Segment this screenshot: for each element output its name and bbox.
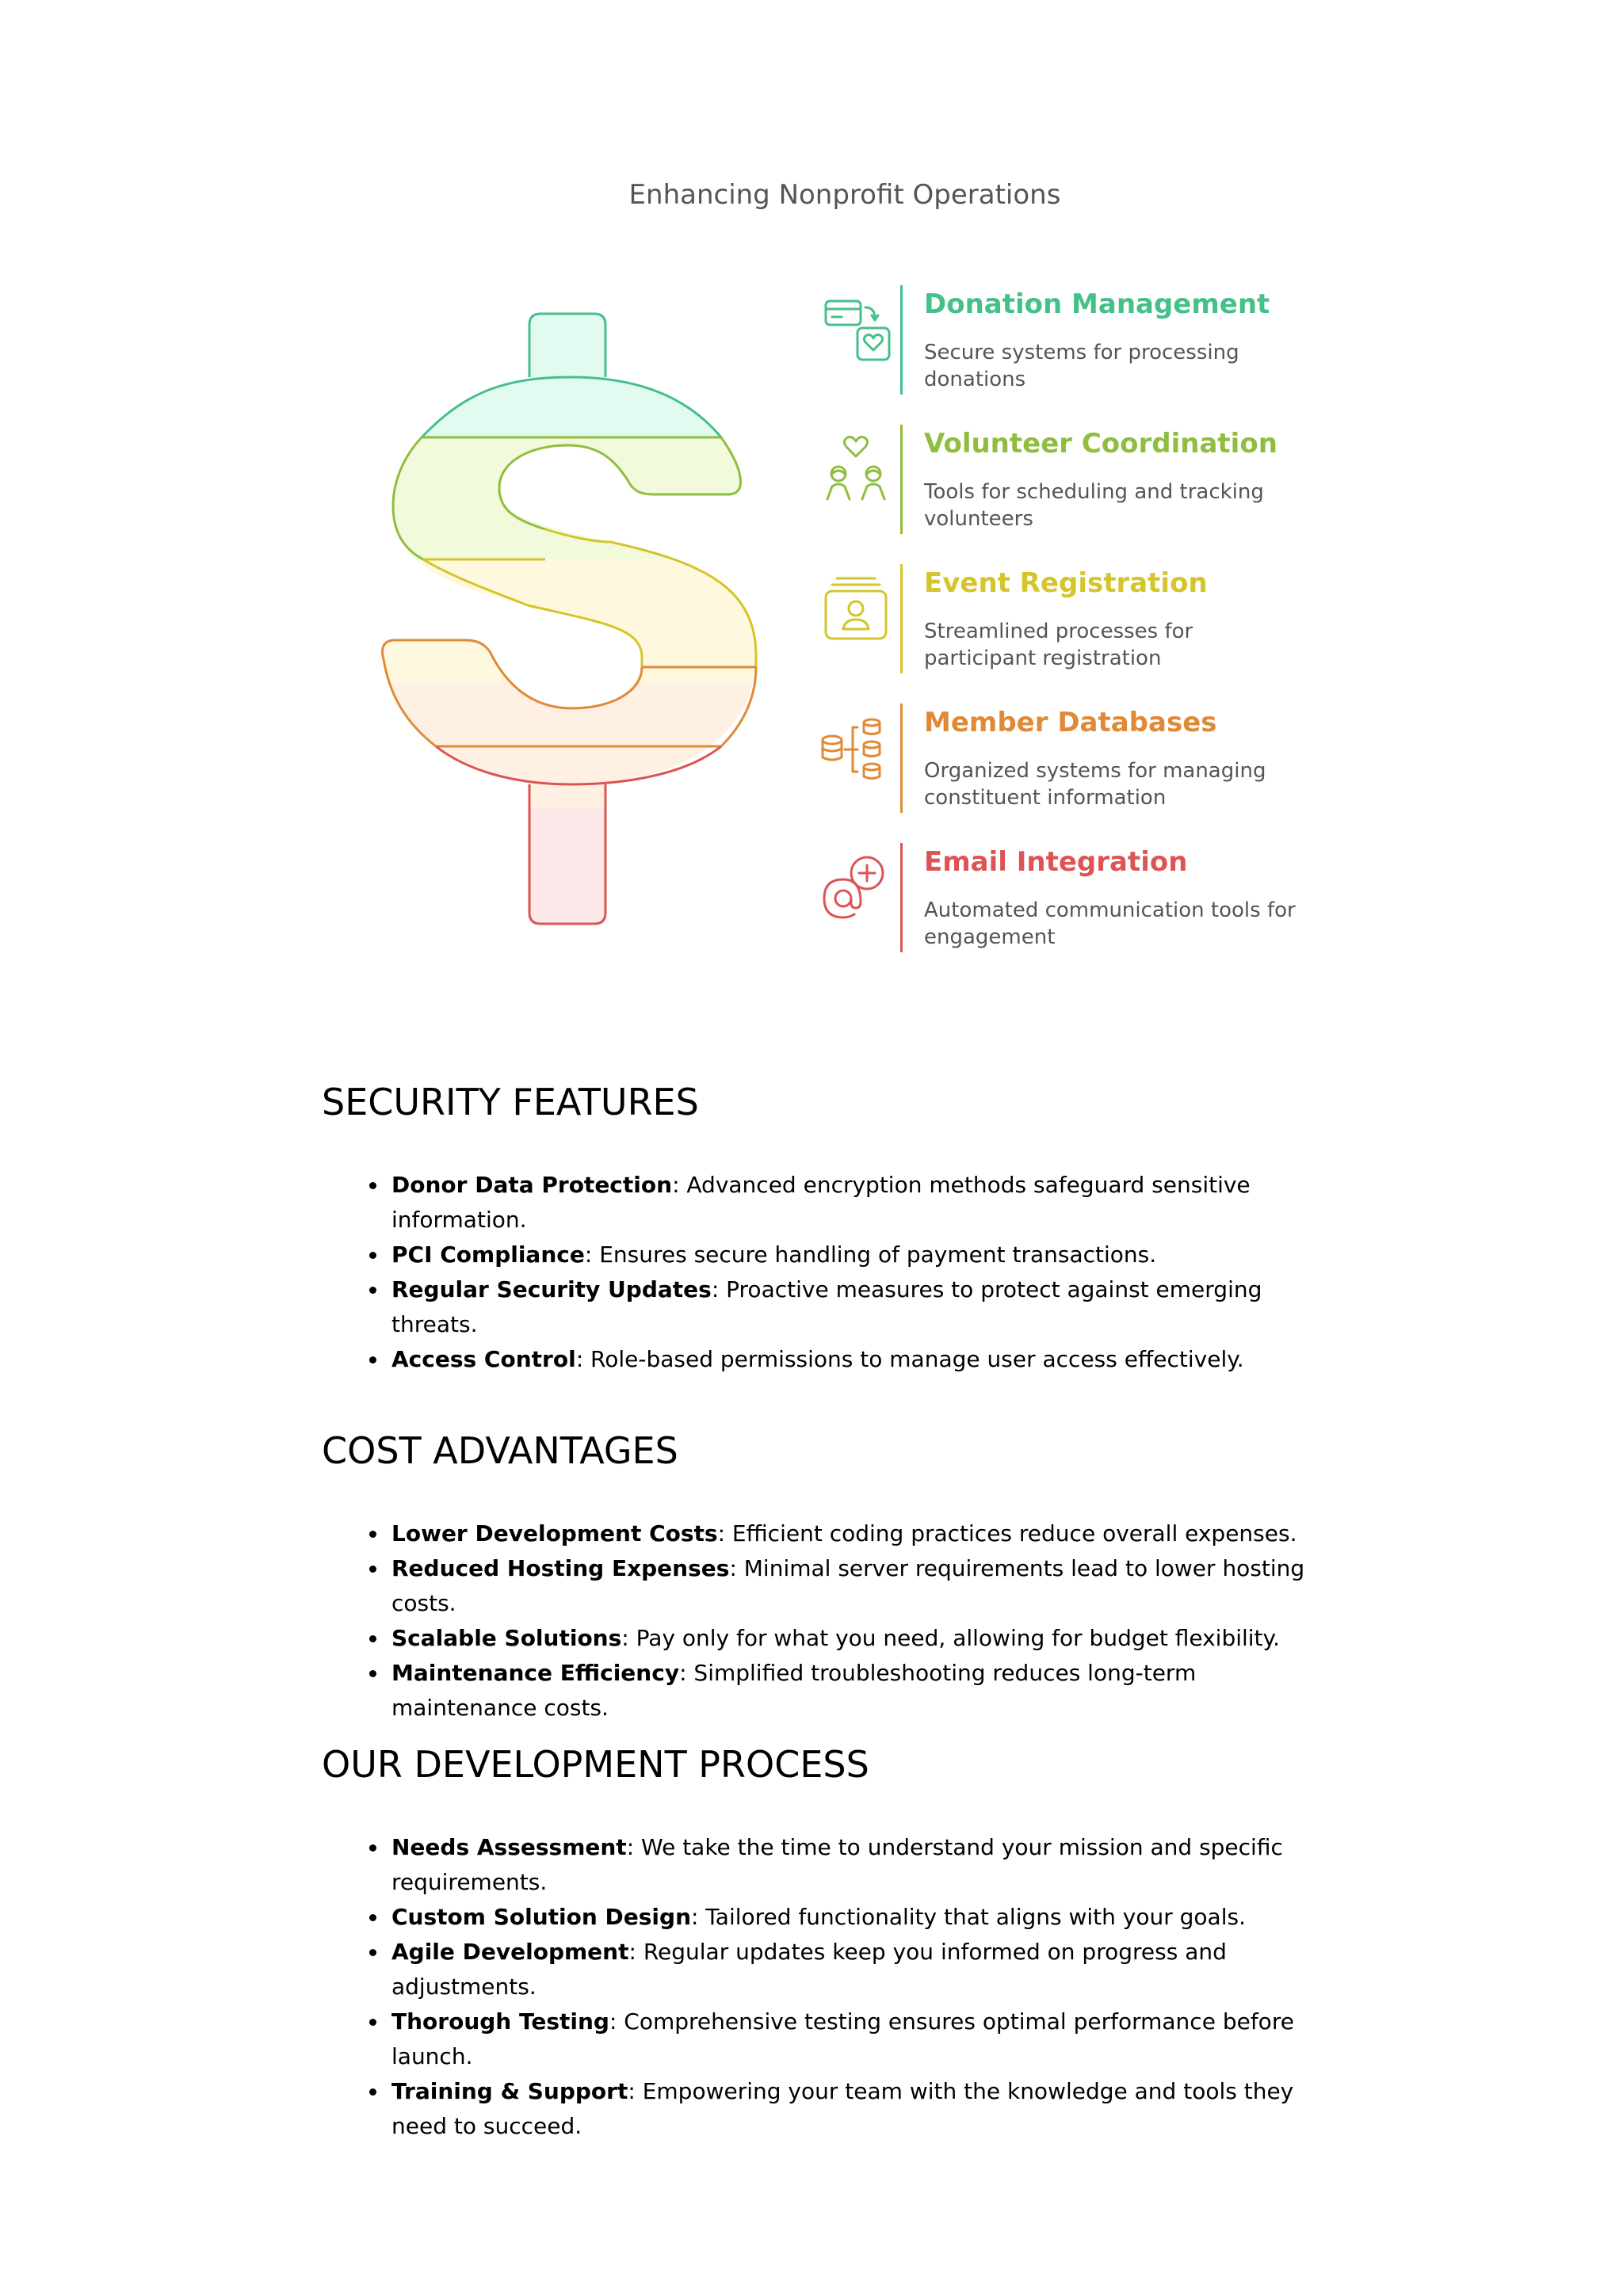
item-description: Automated communication tools for engagement [924, 898, 1296, 949]
section-heading-security-features: SECURITY FEATURES [322, 1081, 699, 1123]
item-divider [900, 564, 903, 673]
bullet-text: : Advanced encryption methods safeguard sensitive information. [391, 1172, 1251, 1233]
bullet-text: : Pay only for what you need, allowing for budget flexibility. [621, 1625, 1281, 1651]
bullet-term: Training & Support [391, 2078, 628, 2104]
bullet-term: Custom Solution Design [391, 1904, 691, 1930]
bullet-text: : Tailored functionality that aligns with your goals. [691, 1904, 1246, 1930]
list-item [366, 1272, 1325, 1342]
registration-badge-icon [816, 569, 896, 648]
bullet-text: : Minimal server requirements lead to lower hosting costs. [391, 1555, 1305, 1616]
item-email-integration [808, 843, 1316, 954]
bullet-text: : Ensures secure handling of payment transactions. [584, 1241, 1157, 1268]
bullet-term: Thorough Testing [391, 2008, 609, 2035]
item-title: Email Integration [924, 846, 1188, 878]
bullet-term: Needs Assessment [391, 1834, 627, 1860]
list-item [366, 1168, 1325, 1238]
section-heading-development-process: OUR DEVELOPMENT PROCESS [322, 1743, 869, 1786]
item-description: Secure systems for processing donations [924, 341, 1239, 391]
volunteers-heart-icon [816, 429, 896, 509]
item-event-registration [808, 564, 1316, 675]
card-donation-icon [816, 290, 896, 369]
list-item [366, 1830, 1325, 1900]
list-item [366, 1656, 1325, 1726]
item-divider [900, 425, 903, 534]
item-title: Event Registration [924, 567, 1208, 599]
bullet-term: Scalable Solutions [391, 1625, 622, 1651]
list-item [366, 1621, 1325, 1656]
bullet-term: PCI Compliance [391, 1241, 585, 1268]
bullet-list-security-features [366, 1168, 1325, 1377]
bullet-list-cost-advantages [366, 1516, 1325, 1726]
item-description: Organized systems for managing constituent information [924, 759, 1266, 810]
item-donation-management [808, 285, 1316, 396]
bullet-term: Access Control [391, 1346, 576, 1372]
bullet-text: : Regular updates keep you informed on progress and adjustments. [391, 1939, 1227, 2000]
item-description: Tools for scheduling and tracking volunteers [924, 480, 1264, 531]
bullet-term: Lower Development Costs [391, 1520, 718, 1547]
bullet-term: Reduced Hosting Expenses [391, 1555, 730, 1581]
list-item [366, 1238, 1325, 1272]
bullet-text: : Comprehensive testing ensures optimal performance before launch. [391, 2008, 1294, 2069]
bullet-term: Maintenance Efficiency [391, 1660, 680, 1686]
bullet-text: : Empowering your team with the knowledge and tools they need to succeed. [391, 2078, 1294, 2139]
bullet-text: : We take the time to understand your mission and specific requirements. [391, 1834, 1283, 1895]
section-heading-cost-advantages: COST ADVANTAGES [322, 1429, 678, 1472]
item-member-databases [808, 704, 1316, 814]
bullet-term: Regular Security Updates [391, 1276, 712, 1302]
list-item [366, 1516, 1325, 1551]
item-title: Member Databases [924, 707, 1217, 738]
bullet-text: : Efficient coding practices reduce overall expenses. [717, 1520, 1297, 1547]
list-item [366, 1900, 1325, 1935]
list-item [366, 2074, 1325, 2144]
bullet-term: Agile Development [391, 1939, 629, 1965]
bullet-text: : Role-based permissions to manage user access effectively. [575, 1346, 1244, 1372]
infographic-title: Enhancing Nonprofit Operations [628, 179, 1061, 211]
item-divider [900, 704, 903, 813]
item-divider [900, 285, 903, 395]
bullet-text: : Proactive measures to protect against emerging threats. [391, 1276, 1262, 1337]
item-description: Streamlined processes for participant registration [924, 620, 1193, 670]
dollar-sign-graphic [372, 301, 777, 935]
email-at-plus-icon [816, 848, 896, 927]
bullet-text: : Simplified troubleshooting reduces long-term maintenance costs. [391, 1660, 1197, 1721]
infographic [0, 0, 1623, 998]
list-item [366, 1551, 1325, 1621]
bullet-term: Donor Data Protection [391, 1172, 673, 1198]
item-volunteer-coordination [808, 425, 1316, 536]
item-title: Volunteer Coordination [924, 428, 1277, 460]
item-divider [900, 843, 903, 952]
bullet-list-development-process [366, 1830, 1325, 2144]
list-item [366, 1935, 1325, 2004]
list-item [366, 1342, 1325, 1377]
item-title: Donation Management [924, 288, 1270, 320]
database-stack-icon [816, 708, 896, 788]
list-item [366, 2004, 1325, 2074]
